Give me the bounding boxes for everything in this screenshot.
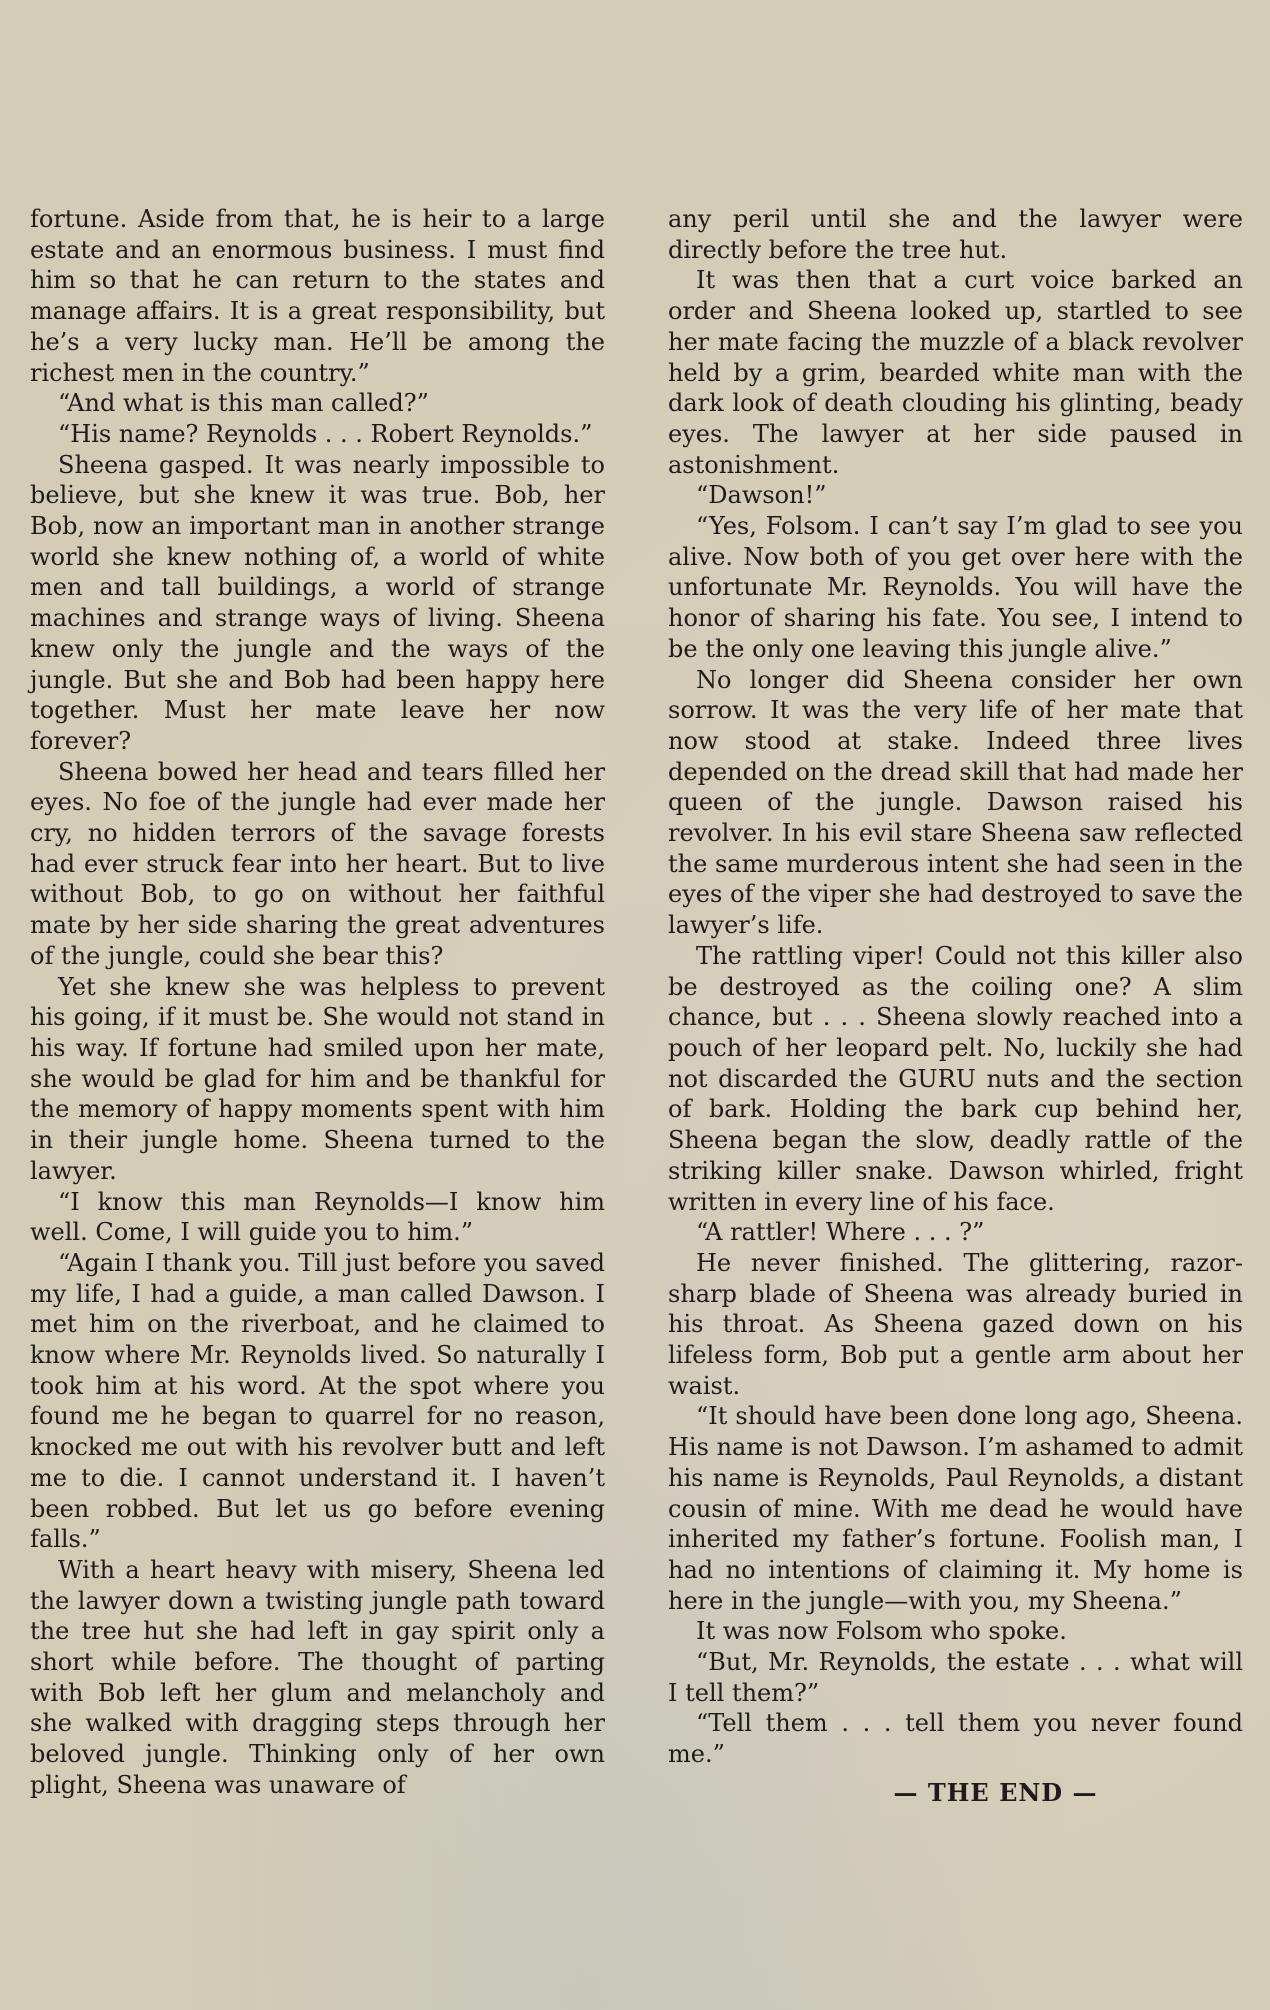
paragraph: fortune. Aside from that, he is heir to a large estate and an enormous business. I must find him so that he can return to the states and manage affairs. It is a great responsibility, but he’s a very lucky man. He’ll be among the richest men in the country.” xyxy=(30,205,605,387)
paragraph: Yet she knew she was helpless to prevent his going, if it must be. She would not stand in his way. If fortune had smiled upon her mate, she would be glad for him and be thankful for the memory of happy moments spent with him in their jungle home. Sheena turned to the lawyer. xyxy=(30,972,605,1185)
paragraph: “I know this man Reynolds—I know him well. Come, I will guide you to him.” xyxy=(30,1187,605,1247)
paragraph: “Yes, Folsom. I can’t say I’m glad to see you alive. Now both of you get over here with the unfortunate Mr. Reynolds. You will have the honor of sharing his fate. You see, I intend to be the only one leaving this jungle alive.” xyxy=(668,512,1243,663)
paragraph: No longer did Sheena consider her own sorrow. It was the very life of her mate that now stood at stake. Indeed three lives depended on the dread skill that had made her queen of the jungle. Dawson raised his revolver. In his evil stare Sheena saw reflected the same murderous intent she had seen in the eyes of the viper she had destroyed to save the lawyer’s life. xyxy=(668,665,1243,940)
the-end-marker: — THE END — xyxy=(893,1777,1098,1807)
right-column xyxy=(668,204,1243,1809)
paragraph: “Tell them . . . tell them you never found me.” xyxy=(668,1709,1243,1769)
paragraph: “But, Mr. Reynolds, the estate . . . what will I tell them?” xyxy=(668,1648,1243,1707)
paragraph: “It should have been done long ago, Sheena. His name is not Dawson. I’m ashamed to admit his name is Reynolds, Paul Reynolds, a distant cousin of mine. With me dead he would have inherited my father’s fortune. Foolish man, I had no intentions of claiming it. My home is here in the jungle—with you, my Sheena.” xyxy=(668,1402,1243,1615)
paragraph: “Dawson!” xyxy=(696,481,827,510)
paragraph: “And what is this man called?” xyxy=(58,389,429,418)
paragraph: Sheena gasped. It was nearly impossible to believe, but she knew it was true. Bob, her Bob, now an important man in another strange world she knew nothing of, a world of white men and tall buildings, a world of strange machines and strange ways of living. Sheena knew only the jungle and the ways of the jungle. But she and Bob had been happy here together. Must her mate leave her now forever? xyxy=(30,450,605,755)
paragraph: “Again I thank you. Till just before you saved my life, I had a guide, a man called Dawson. I met him on the riverboat, and he claimed to know where Mr. Reynolds lived. So naturally I took him at his word. At the spot where you found me he began to quarrel for no reason, knocked me out with his revolver butt and left me to die. I cannot understand it. I haven’t been robbed. But let us go before evening falls.” xyxy=(30,1248,605,1554)
paragraph: any peril until she and the lawyer were directly before the tree hut. xyxy=(668,205,1243,264)
paragraph: It was now Folsom who spoke. xyxy=(696,1617,1067,1646)
paragraph: He never finished. The glittering, razor-sharp blade of Sheena was already buried in his throat. As Sheena gazed down on his lifeless form, Bob put a gentle arm about her waist. xyxy=(668,1248,1243,1400)
paragraph: It was then that a curt voice barked an order and Sheena looked up, startled to see her mate facing the muzzle of a black revolver held by a grim, bearded white man with the dark look of death clouding his glinting, beady eyes. The lawyer at her side paused in astonishment. xyxy=(668,266,1243,479)
paragraph: “A rattler! Where . . . ?” xyxy=(696,1218,985,1247)
paragraph: With a heart heavy with misery, Sheena led the lawyer down a twisting jungle path toward the tree hut she had left in gay spirit only a short while before. The thought of parting with Bob left her glum and melancholy and she walked with dragging steps through her beloved jungle. Thinking only of her own plight, Sheena was unaware of xyxy=(30,1555,605,1799)
paragraph: The rattling viper! Could not this killer also be destroyed as the coiling one? A slim chance, but . . . Sheena slowly reached into a pouch of her leopard pelt. No, luckily she had not discarded the GURU nuts and the section of bark. Holding the bark cup behind her, Sheena began the slow, deadly rattle of the striking killer snake. Dawson whirled, fright written in every line of his face. xyxy=(668,941,1243,1216)
paragraph: Sheena bowed her head and tears filled her eyes. No foe of the jungle had ever made her cry, no hidden terrors of the savage forests had ever struck fear into her heart. But to live without Bob, to go on without her faithful mate by her side sharing the great adventures of the jungle, could she bear this? xyxy=(30,757,605,970)
left-column xyxy=(30,204,605,1801)
paragraph: “His name? Reynolds . . . Robert Reynolds.” xyxy=(58,419,593,448)
